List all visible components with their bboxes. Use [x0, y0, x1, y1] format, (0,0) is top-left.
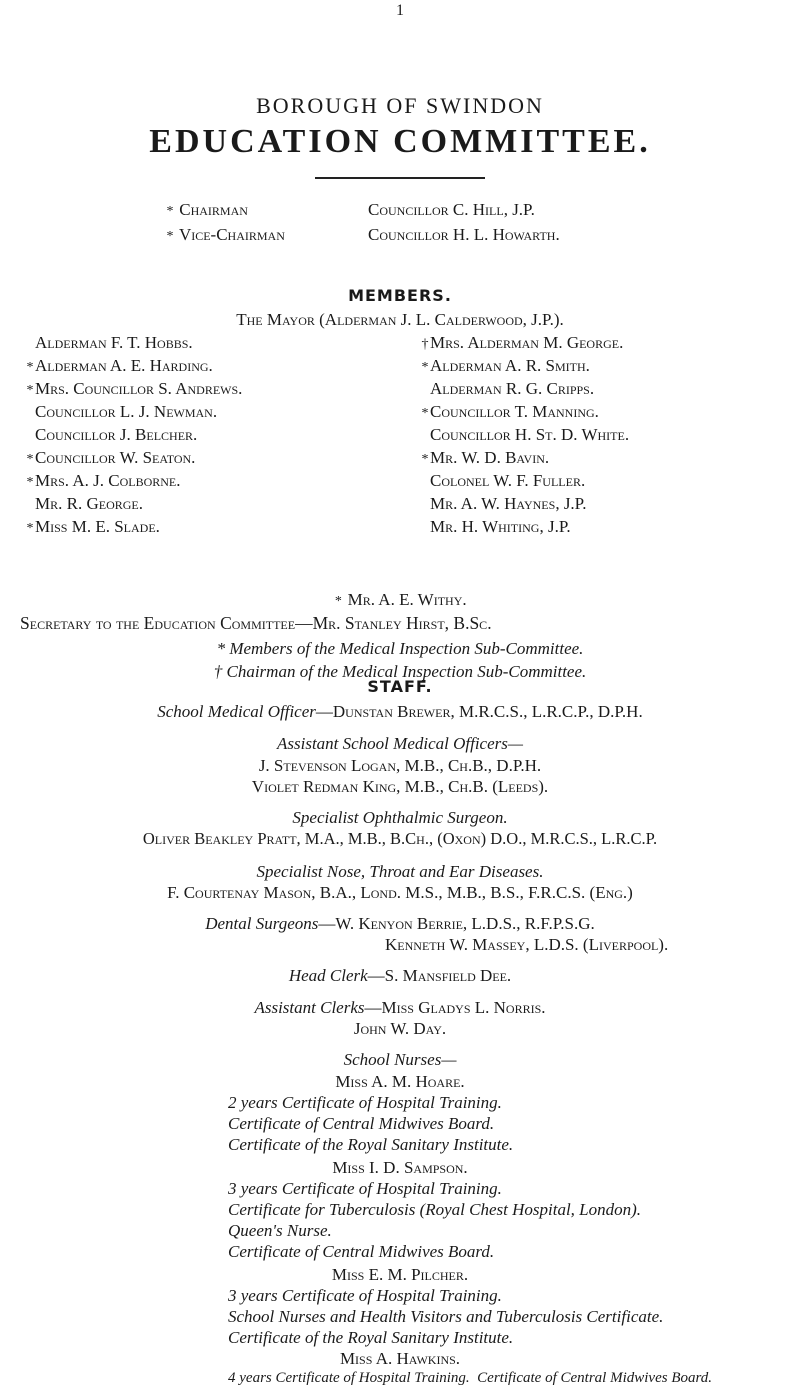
- member-entry: Councillor H. St. D. White.: [430, 425, 630, 444]
- footnote-members: * Members of the Medical Inspection Sub-Committee.: [216, 639, 584, 658]
- member-entry: *Councillor T. Manning.: [421, 402, 599, 421]
- page-number: 1: [396, 2, 404, 19]
- member-entry: Colonel W. F. Fuller.: [430, 471, 586, 490]
- members-heading: MEMBERS.: [348, 286, 452, 305]
- nurse-qualification: 2 years Certificate of Hospital Training.: [228, 1093, 502, 1112]
- nurse-qualification: School Nurses and Health Visitors and Tuberculosis Certificate.: [228, 1307, 664, 1326]
- staff-heading: STAFF.: [367, 677, 433, 696]
- borough-heading: BOROUGH OF SWINDON: [256, 93, 544, 118]
- nurse-name: Miss E. M. Pilcher.: [331, 1265, 469, 1284]
- member-entry: Councillor L. J. Newman.: [35, 402, 218, 421]
- member-entry: *Miss M. E. Slade.: [26, 517, 160, 536]
- ent-role: Specialist Nose, Throat and Ear Diseases.: [256, 862, 544, 881]
- school-nurses-role: School Nurses—: [343, 1050, 457, 1069]
- school-medical-officer: School Medical Officer—Dunstan Brewer, M.R.C.S., L.R.C.P., D.P.H.: [157, 702, 643, 721]
- assistant-clerk-2: John W. Day.: [353, 1019, 447, 1038]
- assistant-medical-officers-role: Assistant School Medical Officers—: [276, 734, 523, 753]
- nurse-qualification: Certificate of the Royal Sanitary Institute.: [228, 1328, 514, 1347]
- assistant-clerks: Assistant Clerks—Miss Gladys L. Norris.: [254, 998, 546, 1017]
- dental-surgeons: Dental Surgeons—W. Kenyon Berrie, L.D.S., R.F.P.S.G.: [205, 914, 595, 933]
- chairman-role: * Chairman: [166, 200, 248, 219]
- title-rule: [315, 177, 485, 179]
- nurse-qualification: Queen's Nurse.: [228, 1221, 332, 1240]
- member-entry: *Mr. W. D. Bavin.: [421, 448, 550, 467]
- nurse-qualification: 3 years Certificate of Hospital Training.: [228, 1179, 502, 1198]
- nurse-qualification: Certificate of the Royal Sanitary Institute.: [228, 1135, 514, 1154]
- vice-chairman-role: * Vice-Chairman: [166, 225, 285, 244]
- member-entry: †Mrs. Alderman M. George.: [421, 333, 624, 352]
- nurse-qualification: Certificate of Central Midwives Board.: [228, 1114, 495, 1133]
- chairman-name: Councillor C. Hill, J.P.: [368, 200, 535, 219]
- secretary-line: Secretary to the Education Committee—Mr. Stanley Hirst, B.Sc.: [20, 613, 492, 633]
- member-entry-withy: * Mr. A. E. Withy.: [334, 590, 467, 609]
- nurse-qualification: 3 years Certificate of Hospital Training.: [228, 1286, 502, 1305]
- mayor-line: The Mayor (Alderman J. L. Calderwood, J.P.).: [236, 310, 564, 329]
- member-entry: Councillor J. Belcher.: [35, 425, 198, 444]
- member-entry: *Alderman A. R. Smith.: [421, 356, 590, 375]
- nurse-name: Miss A. Hawkins.: [339, 1349, 461, 1368]
- member-entry: *Mrs. Councillor S. Andrews.: [26, 379, 243, 398]
- ophthalmic-role: Specialist Ophthalmic Surgeon.: [292, 808, 508, 827]
- nurse-qualification: Certificate for Tuberculosis (Royal Chest Hospital, London).: [228, 1200, 642, 1219]
- member-entry: Mr. A. W. Haynes, J.P.: [430, 494, 587, 513]
- dental-surgeon-2: Kenneth W. Massey, L.D.S. (Liverpool).: [385, 935, 669, 954]
- nurse-name: Miss I. D. Sampson.: [332, 1158, 468, 1177]
- member-entry: Alderman R. G. Cripps.: [430, 379, 595, 398]
- vice-chairman-name: Councillor H. L. Howarth.: [368, 225, 560, 244]
- assistant-medical-officer: Violet Redman King, M.B., Ch.B. (Leeds).: [251, 777, 549, 796]
- nurse-qualification: 4 years Certificate of Hospital Training. Certificate of Central Midwives Board.: [228, 1370, 713, 1386]
- member-entry: *Councillor W. Seaton.: [26, 448, 196, 467]
- ent-specialist: F. Courtenay Mason, B.A., Lond. M.S., M.B., B.S., F.R.C.S. (Eng.): [167, 883, 633, 902]
- member-entry: Mr. H. Whiting, J.P.: [430, 517, 571, 536]
- member-entry: *Mrs. A. J. Colborne.: [26, 471, 181, 490]
- member-entry: *Alderman A. E. Harding.: [26, 356, 213, 375]
- committee-title: EDUCATION COMMITTEE.: [149, 123, 651, 160]
- ophthalmic-surgeon: Oliver Beakley Pratt, M.A., M.B., B.Ch., (Oxon) D.O., M.R.C.S., L.R.C.P.: [142, 829, 658, 848]
- nurse-name: Miss A. M. Hoare.: [335, 1072, 465, 1091]
- head-clerk: Head Clerk—S. Mansfield Dee.: [288, 966, 512, 985]
- nurse-qualification: Certificate of Central Midwives Board.: [228, 1242, 495, 1261]
- member-entry: Mr. R. George.: [35, 494, 143, 513]
- footnote-chairman: † Chairman of the Medical Inspection Sub-Committee.: [213, 662, 587, 681]
- member-entry: Alderman F. T. Hobbs.: [35, 333, 193, 352]
- assistant-medical-officer: J. Stevenson Logan, M.B., Ch.B., D.P.H.: [258, 756, 542, 775]
